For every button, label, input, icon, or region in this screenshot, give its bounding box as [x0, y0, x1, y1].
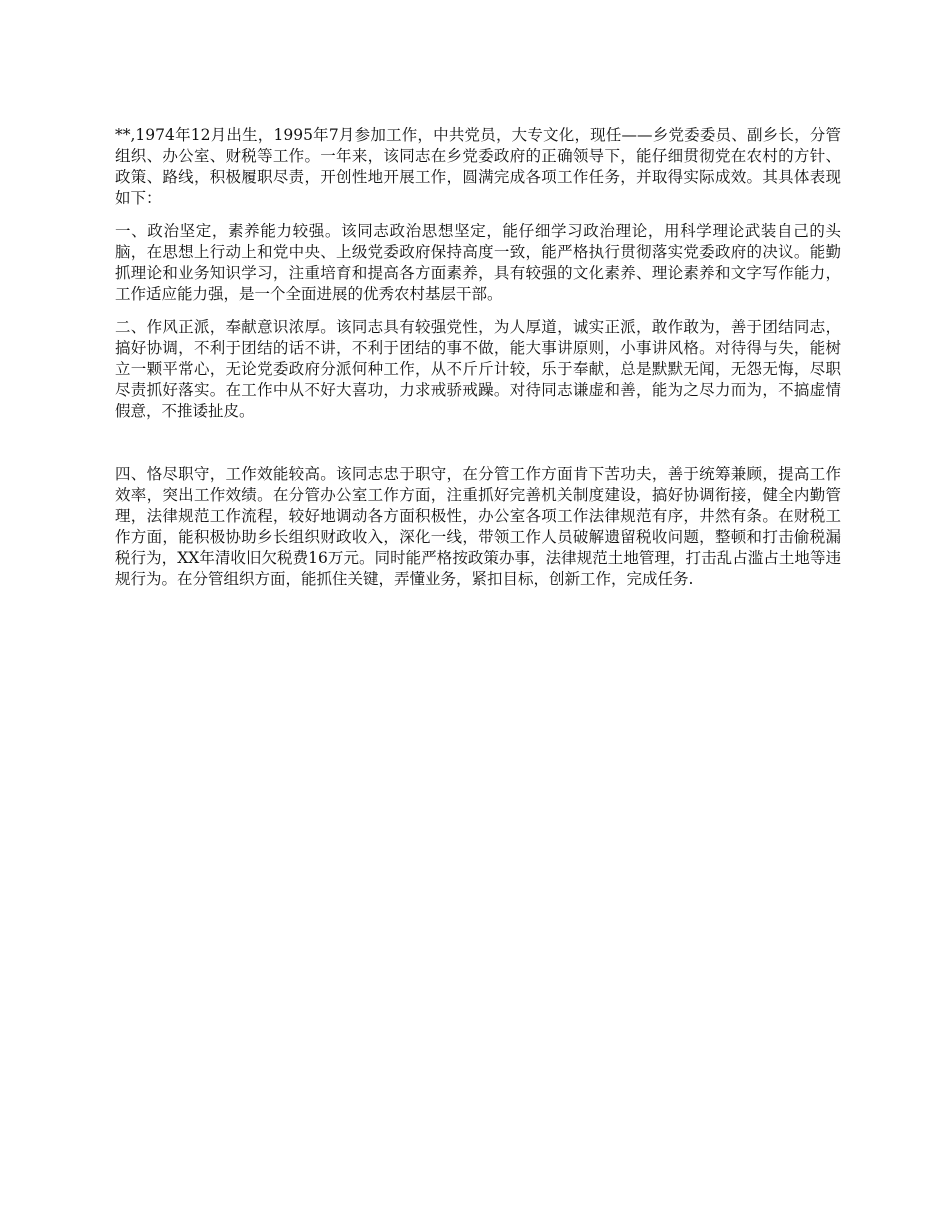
document-body — [115, 125, 841, 602]
intro-paragraph: **,1974年12月出生，1995年7月参加工作，中共党员，大专文化，现任——乡党委委员、副乡长，分管组织、办公室、财税等工作。一年来，该同志在乡党委政府的正确领导下，能仔细贯彻党在农村的方针、政策、路线，积极履职尽责，开创性地开展工作，圆满完成各项工作任务，并取得实际成效。其具体表现如下： — [115, 126, 841, 207]
section-style-paragraph: 二、作风正派，奉献意识浓厚。该同志具有较强党性，为人厚道，诚实正派，敢作敢为，善于团结同志，搞好协调，不利于团结的话不讲，不利于团结的事不做，能大事讲原则，小事讲风格。对待得与失，能树立一颗平常心，无论党委政府分派何种工作，从不斤斤计较，乐于奉献，总是默默无闻，无怨无悔，尽职尽责抓好落实。在工作中从不好大喜功，力求戒骄戒躁。对待同志谦虚和善，能为之尽力而为，不搞虚情假意，不推诿扯皮。 — [115, 318, 841, 420]
section-duty-paragraph: 四、恪尽职守，工作效能较高。该同志忠于职守，在分管工作方面肯下苦功夫，善于统筹兼顾，提高工作效率，突出工作效绩。在分管办公室工作方面，注重抓好完善机关制度建设，搞好协调衔接，健全内勤管理，法律规范工作流程，较好地调动各方面积极性，办公室各项工作法律规范有序，井然有条。在财税工作方面，能积极协助乡长组织财政收入，深化一线，带领工作人员破解遗留税收问题，整顿和打击偷税漏税行为，XX年清收旧欠税费16万元。同时能严格按政策办事，法律规范土地管理，打击乱占滥占土地等违规行为。在分管组织方面，能抓住关键，弄懂业务，紧扣目标，创新工作，完成任务. — [115, 465, 841, 588]
section-political-paragraph: 一、政治坚定，素养能力较强。该同志政治思想坚定，能仔细学习政治理论，用科学理论武装自己的头脑，在思想上行动上和党中央、上级党委政府保持高度一致，能严格执行贯彻落实党委政府的决议。能勤抓理论和业务知识学习，注重培育和提高各方面素养，具有较强的文化素养、理论素养和文字写作能力，工作适应能力强，是一个全面进展的优秀农村基层干部。 — [115, 222, 841, 303]
blank-gap — [115, 434, 841, 464]
